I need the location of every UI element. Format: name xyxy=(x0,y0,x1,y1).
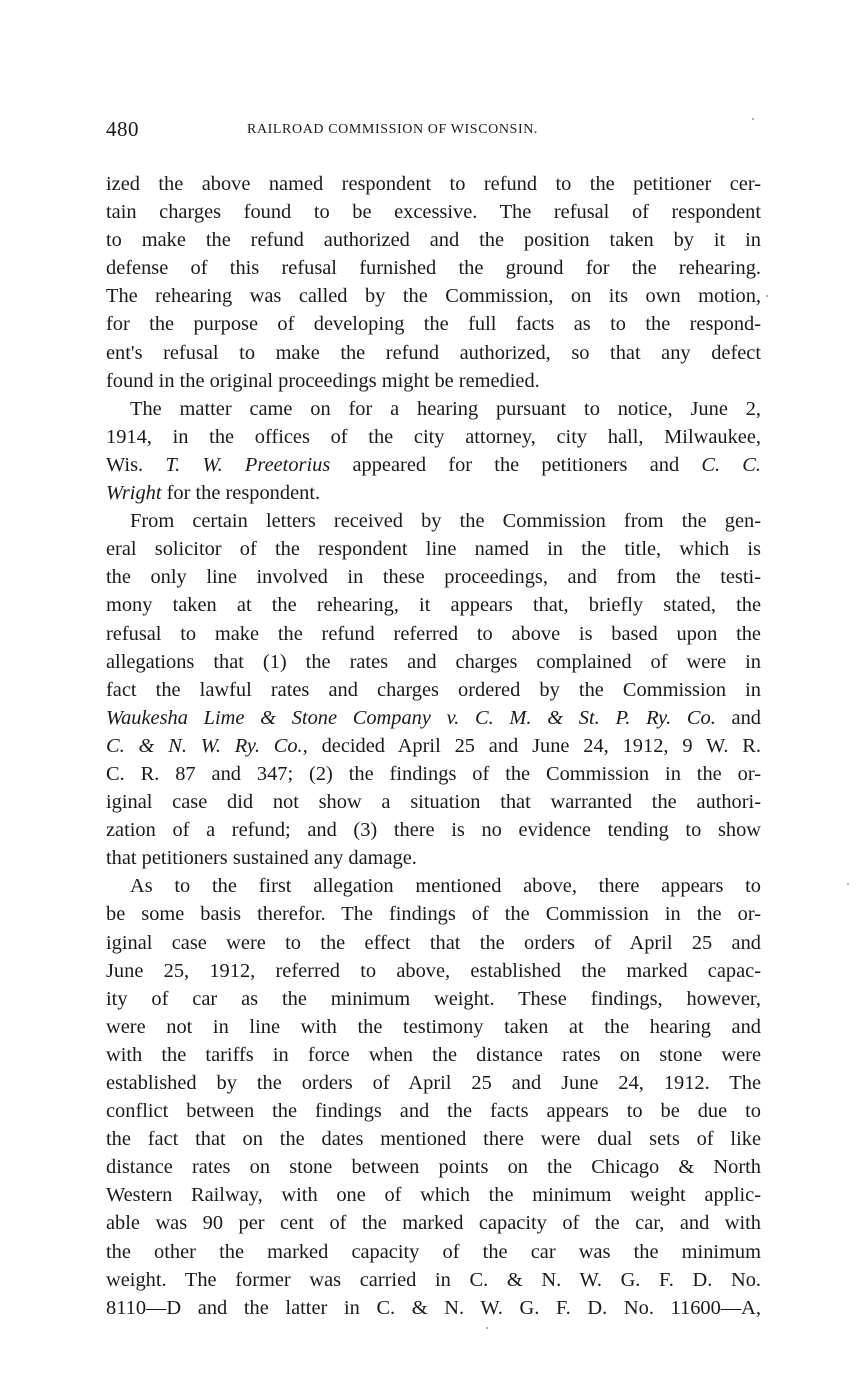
text-segment: were not in line with the testimony taken at the hearing and xyxy=(106,1015,761,1038)
text-segment: The matter came on for a hearing pursuant to notice, June 2, xyxy=(130,397,761,420)
text-line xyxy=(106,816,761,844)
text-segment: established by the orders of April 25 and June 24, 1912. The xyxy=(106,1072,761,1094)
text-line xyxy=(106,1209,761,1237)
italic-text: C. & N. W. Ry. Co., xyxy=(106,734,308,757)
text-line xyxy=(106,929,761,957)
running-head: RAILROAD COMMISSION OF WISCONSIN. xyxy=(247,122,539,137)
text-line xyxy=(106,1266,761,1294)
text-segment: iginal case did not show a situation that warranted the authori- xyxy=(106,791,761,814)
text-line xyxy=(106,900,761,928)
text-segment: ent's refusal to make the refund authorized, so that any defect xyxy=(106,341,761,364)
text-segment: The rehearing was called by the Commission, on its own motion, xyxy=(106,285,761,308)
text-segment: decided April 25 and June 24, 1912, 9 W. R. xyxy=(307,734,761,757)
italic-text: T. W. Preetorius xyxy=(165,453,331,476)
text-segment: eral solicitor of the respondent line named in the title, which is xyxy=(106,538,761,561)
text-segment: zation of a refund; and (3) there is no evidence tending to show xyxy=(106,819,761,842)
text-line xyxy=(106,1153,761,1181)
text-line xyxy=(106,507,761,535)
page-number: 480 xyxy=(106,117,139,141)
text-segment: refusal to make the refund referred to above is based upon the xyxy=(106,622,761,645)
text-line xyxy=(106,395,761,423)
text-line xyxy=(106,170,761,198)
text-segment: weight. The former was carried in C. & N. W. G. F. D. No. xyxy=(106,1268,761,1291)
text-segment: Wis. xyxy=(106,453,166,476)
text-segment: able was 90 per cent of the marked capacity of the car, and with xyxy=(106,1212,761,1235)
text-segment: iginal case were to the effect that the orders of April 25 and xyxy=(106,931,761,954)
text-line xyxy=(106,563,761,591)
text-segment: mony taken at the rehearing, it appears that, briefly stated, the xyxy=(106,594,761,617)
text-line xyxy=(106,732,761,760)
text-segment: conflict between the findings and the facts appears to be due to xyxy=(106,1100,761,1123)
text-segment: distance rates on stone between points on the Chicago & North xyxy=(106,1156,761,1179)
text-line xyxy=(106,310,761,338)
scan-speck xyxy=(766,295,768,297)
page-header xyxy=(106,117,766,145)
italic-text: Waukesha Lime & Stone Company v. C. M. & St. P. Ry. Co. xyxy=(106,706,716,729)
text-line xyxy=(106,1125,761,1153)
italic-text: C. C. xyxy=(701,453,761,476)
text-segment: to make the refund authorized and the position taken by it in xyxy=(106,229,761,252)
text-segment: 8110—D and the latter in C. & N. W. G. F. D. No. 11600—A, xyxy=(106,1296,761,1319)
text-segment: the only line involved in these proceedings, and from the testi- xyxy=(106,566,761,589)
text-segment: and xyxy=(715,706,761,729)
scan-speck xyxy=(847,883,849,885)
text-line xyxy=(106,620,761,648)
text-line xyxy=(106,676,761,704)
text-line xyxy=(106,1238,761,1266)
text-line xyxy=(106,535,761,563)
text-line xyxy=(106,957,761,985)
text-line xyxy=(106,282,761,310)
body-text xyxy=(106,170,761,1322)
text-segment: 1914, in the offices of the city attorney, city hall, Milwaukee, xyxy=(106,425,761,448)
text-line xyxy=(106,788,761,816)
text-line xyxy=(106,591,761,619)
text-line xyxy=(106,1097,761,1125)
text-segment: Western Railway, with one of which the minimum weight applic- xyxy=(106,1184,761,1207)
text-line xyxy=(106,451,761,479)
text-segment: As to the first allegation mentioned above, there appears to xyxy=(130,875,761,898)
text-segment: that petitioners sustained any damage. xyxy=(106,847,417,870)
text-segment: June 25, 1912, referred to above, established the marked capac- xyxy=(106,959,761,982)
text-line xyxy=(106,1013,761,1041)
text-line xyxy=(106,844,761,872)
scan-speck xyxy=(752,118,754,120)
text-line xyxy=(106,1069,761,1097)
text-line xyxy=(106,704,761,732)
text-segment: fact the lawful rates and charges ordered by the Commission in xyxy=(106,678,761,701)
text-segment: appeared for the petitioners and xyxy=(330,453,702,476)
text-line xyxy=(106,760,761,788)
text-segment: for the purpose of developing the full facts as to the respond- xyxy=(106,313,761,336)
text-segment: found in the original proceedings might be remedied. xyxy=(106,369,540,392)
text-line xyxy=(106,198,761,226)
text-segment: for the respondent. xyxy=(161,482,321,505)
text-line xyxy=(106,985,761,1013)
italic-text: Wright xyxy=(106,482,162,505)
text-segment: allegations that (1) the rates and charges complained of were in xyxy=(106,650,761,673)
text-segment: the other the marked capacity of the car was the minimum xyxy=(106,1240,761,1263)
scan-speck xyxy=(486,1327,488,1329)
text-line xyxy=(106,254,761,282)
text-line xyxy=(106,872,761,900)
text-segment: be some basis therefor. The findings of the Commission in the or- xyxy=(106,903,761,926)
text-segment: tain charges found to be excessive. The refusal of respondent xyxy=(106,201,761,224)
text-segment: ity of car as the minimum weight. These findings, however, xyxy=(106,987,761,1010)
text-segment: C. R. 87 and 347; (2) the findings of the Commission in the or- xyxy=(106,762,761,785)
text-line xyxy=(106,367,761,395)
text-segment: ized the above named respondent to refund to the petitioner cer- xyxy=(106,173,761,195)
text-line xyxy=(106,479,761,507)
text-line xyxy=(106,648,761,676)
text-segment: defense of this refusal furnished the ground for the rehearing. xyxy=(106,257,761,280)
text-line xyxy=(106,339,761,367)
text-line xyxy=(106,226,761,254)
text-segment: with the tariffs in force when the distance rates on stone were xyxy=(106,1043,761,1066)
text-line xyxy=(106,423,761,451)
text-line xyxy=(106,1041,761,1069)
text-segment: From certain letters received by the Commission from the gen- xyxy=(130,510,761,533)
text-segment: the fact that on the dates mentioned there were dual sets of like xyxy=(106,1128,761,1151)
text-line xyxy=(106,1181,761,1209)
text-line xyxy=(106,1294,761,1322)
